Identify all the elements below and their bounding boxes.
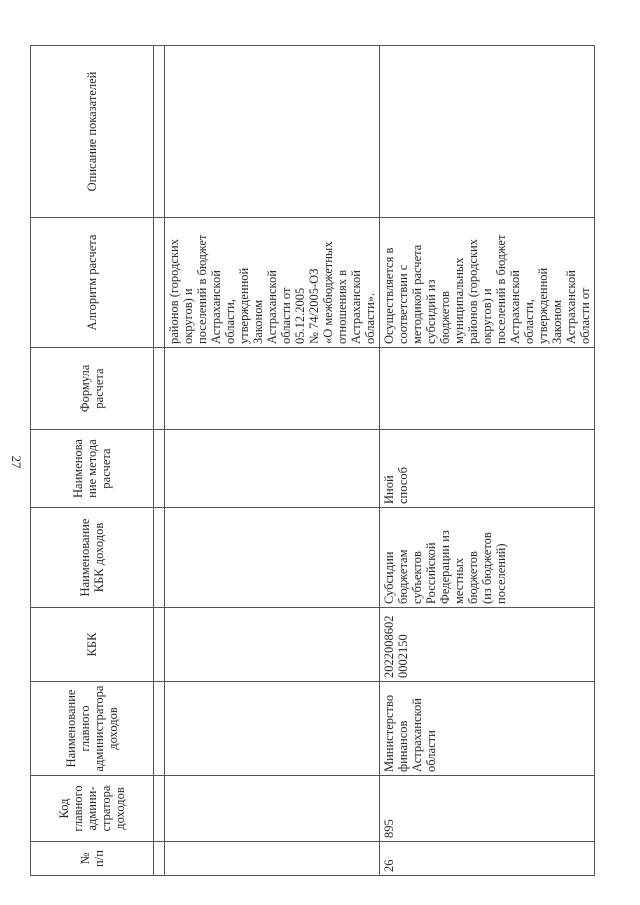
table-spacer-row — [154, 46, 165, 876]
cell-kbk-name: Субсидии бюджетам субъектов Российской Федерации из местных бюджетов (из бюджетов поселений) — [380, 508, 595, 608]
cell-empty — [165, 776, 380, 842]
header-kbk-name: Наименование КБК доходов — [31, 508, 154, 608]
header-admin-name: Наименование главного администратора доходов — [31, 682, 154, 776]
header-formula: Формула расчета — [31, 348, 154, 430]
rotated-page — [30, 46, 615, 876]
cell-kbk: 2022008602 0002150 — [380, 608, 595, 682]
cell-num: 26 — [380, 842, 595, 876]
cell-method-name: Иной способ — [380, 430, 595, 508]
cell-algorithm: районов (городских округов) и поселений в бюджет Астраханской области, утвержденной Законом Астраханской области от 05.12.2005 № 74/2005-ОЗ «О межбюджетных отношениях в Астраханской области». — [165, 218, 380, 348]
cell-empty — [165, 608, 380, 682]
table-header-row — [31, 46, 154, 876]
cell-admin-name: Министерство финансов Астраханской области — [380, 682, 595, 776]
revenue-methods-table — [30, 45, 595, 876]
cell-empty — [165, 46, 380, 218]
table-row-26 — [380, 46, 595, 876]
page-number: 27 — [9, 455, 24, 469]
header-method-name: Наименова ние метода расчета — [31, 430, 154, 508]
header-description: Описание показателей — [31, 46, 154, 218]
header-num: № п/п — [31, 842, 154, 876]
cell-description — [380, 46, 595, 218]
cell-empty — [165, 508, 380, 608]
cell-empty — [165, 842, 380, 876]
header-kbk: КБК — [31, 608, 154, 682]
header-code: Код главного админи- стратора доходов — [31, 776, 154, 842]
cell-empty — [165, 682, 380, 776]
cell-code: 895 — [380, 776, 595, 842]
cell-formula — [380, 348, 595, 430]
cell-empty — [165, 348, 380, 430]
table-row-continuation — [165, 46, 380, 876]
header-algorithm: Алгоритм расчета — [31, 218, 154, 348]
cell-empty — [165, 430, 380, 508]
cell-algorithm: Осуществляется в соответствии с методикой расчета субсидий из бюджетов муниципальных районов (городских округов) и поселений в бюджет Астраханской области, утвержденной Законом Астраханской области от — [380, 218, 595, 348]
